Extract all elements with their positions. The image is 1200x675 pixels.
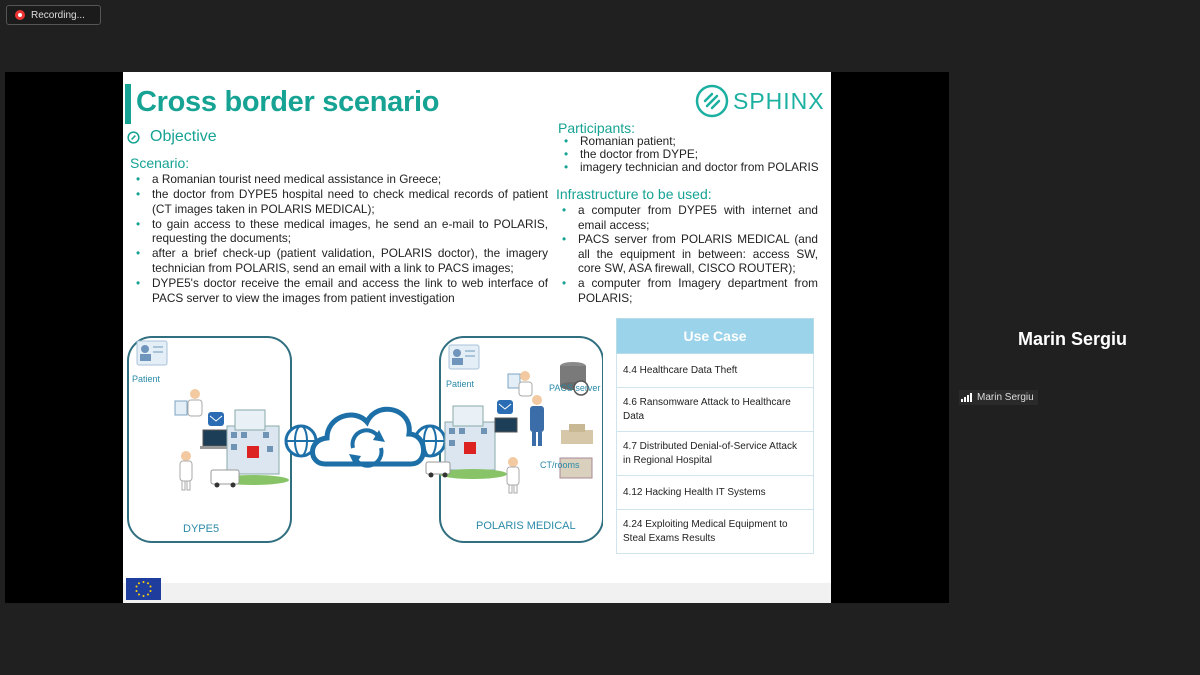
infrastructure-heading: Infrastructure to be used: <box>556 186 712 202</box>
table-row: 4.24 Exploiting Medical Equipment to Steal Exams Results <box>616 510 814 554</box>
list-item: • a computer from Imagery department from POLARIS; <box>556 276 818 305</box>
list-item: • imagery technician and doctor from POLARIS <box>558 161 831 174</box>
participant-name: Marin Sergiu <box>1018 329 1128 349</box>
record-icon <box>15 10 25 20</box>
table-row: 4.4 Healthcare Data Theft <box>616 354 814 388</box>
ambulance-icon <box>426 462 450 478</box>
list-item: • Romanian patient; <box>558 135 831 148</box>
technician-icon <box>530 395 544 446</box>
nurse-icon <box>507 457 519 493</box>
infrastructure-list <box>556 203 818 305</box>
participant-tile[interactable] <box>959 390 1038 405</box>
cloud-sync-icon <box>313 409 424 466</box>
patient-icon <box>449 345 479 369</box>
list-item: • a Romanian tourist need medical assistance in Greece; <box>130 172 548 187</box>
network-diagram <box>123 334 603 574</box>
patient-icon <box>137 341 167 365</box>
sphinx-bullet-icon <box>127 131 140 144</box>
participant-tile-name: Marin Sergiu <box>977 392 1034 403</box>
sphinx-logo <box>695 84 825 118</box>
objective-label: Objective <box>150 128 217 145</box>
participants-list <box>558 135 831 173</box>
scenario-heading: Scenario: <box>130 155 190 171</box>
signal-icon <box>961 393 973 402</box>
use-case-table <box>616 318 814 554</box>
dype5-label: DYPE5 <box>183 523 220 535</box>
slide-title: Cross border scenario <box>136 86 440 118</box>
patient-label: Patient <box>132 374 161 384</box>
table-row: 4.7 Distributed Denial-of-Service Attack in Regional Hospital <box>616 432 814 476</box>
doctor-icon <box>175 389 202 416</box>
use-case-header: Use Case <box>616 318 814 354</box>
patient-label: Patient <box>446 379 475 389</box>
computer-icon <box>200 412 230 449</box>
ambulance-icon <box>211 470 239 488</box>
recording-indicator[interactable] <box>6 5 101 25</box>
slide-footer <box>123 583 831 603</box>
doctor-icon <box>508 371 532 396</box>
list-item: • DYPE5's doctor receive the email and access the link to web interface of PACS server to view the images from patient investigation <box>130 276 548 305</box>
list-item: • to gain access to these medical images, he send an e-mail to POLARIS, requesting the documents; <box>130 217 548 246</box>
pacs-server-label: PACS server <box>549 383 601 393</box>
nurse-icon <box>180 451 192 490</box>
recording-label: Recording... <box>31 9 85 21</box>
sphinx-logo-icon <box>695 84 729 118</box>
scenario-list <box>130 172 548 306</box>
logo-text: SPHINX <box>733 87 825 114</box>
list-item: • the doctor from DYPE; <box>558 148 831 161</box>
list-item: • a computer from DYPE5 with internet and email access; <box>556 203 818 232</box>
objective-heading <box>127 128 217 146</box>
list-item: • the doctor from DYPE5 hospital need to check medical records of patient (CT images taken in POLARIS MEDICAL); <box>130 187 548 216</box>
computer-icon <box>495 400 517 432</box>
polaris-label: POLARIS MEDICAL <box>476 520 576 532</box>
list-item: • after a brief check-up (patient validation, POLARIS doctor), the imagery technician from POLARIS, send an email with a link to PACS images; <box>130 246 548 275</box>
ct-rooms-label: CT/rooms <box>540 460 580 470</box>
list-item: • PACS server from POLARIS MEDICAL (and all the equipment in between: access SW, core SW, ASA firewall, CISCO ROUTER); <box>556 232 818 276</box>
title-accent-bar <box>125 84 131 124</box>
table-row: 4.12 Hacking Health IT Systems <box>616 476 814 510</box>
participants-heading: Participants: <box>558 120 636 136</box>
eu-flag-logo <box>126 578 161 600</box>
eu-stars-icon <box>126 578 161 600</box>
table-row: 4.6 Ransomware Attack to Healthcare Data <box>616 388 814 432</box>
presentation-slide <box>123 72 831 603</box>
